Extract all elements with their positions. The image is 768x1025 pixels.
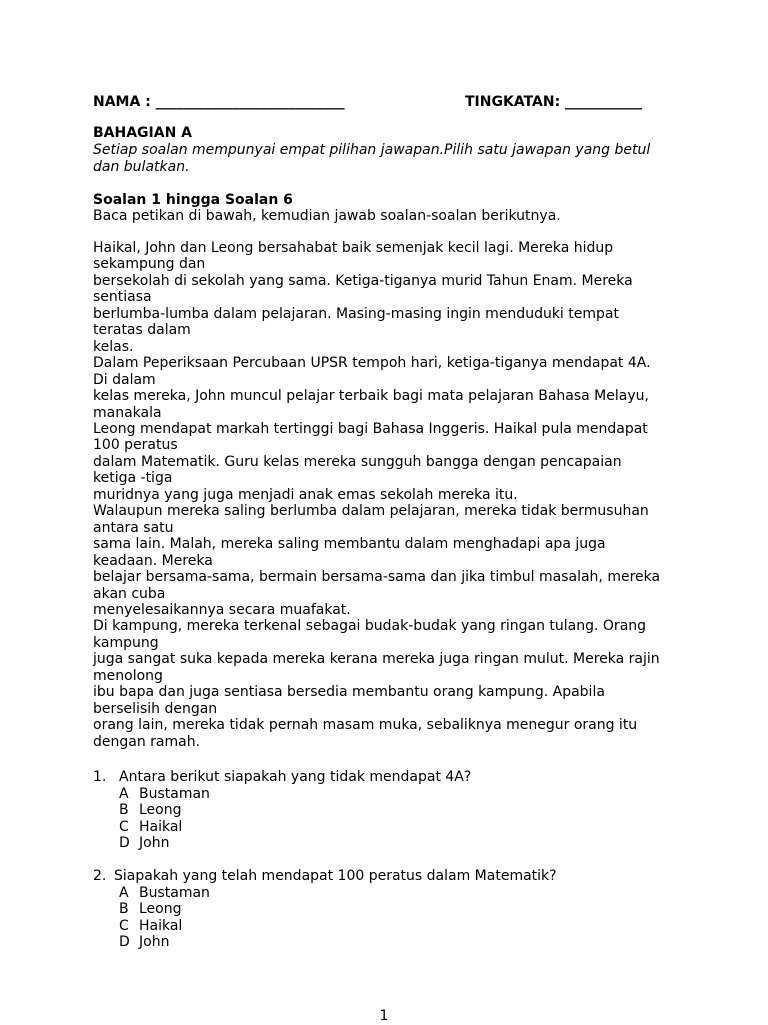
page-number: 1: [379, 1008, 389, 1024]
question-stem: [93, 769, 693, 786]
passage-line: teratas dalam: [93, 322, 191, 339]
option-text: John: [139, 934, 170, 950]
option-letter: C: [119, 917, 129, 934]
passage-line: keadaan. Mereka: [93, 552, 213, 569]
passage-line: 100 peratus: [93, 437, 178, 454]
passage-line: menyelesaikannya secara muafakat.: [93, 601, 351, 618]
passage-line: sentiasa: [93, 289, 152, 306]
passage-line: belajar bersama-sama, bermain bersama-sama dan jika timbul masalah, mereka: [93, 569, 661, 586]
answer-option-a[interactable]: [119, 885, 693, 902]
option-letter: B: [119, 901, 129, 917]
answer-option-b[interactable]: [119, 901, 693, 918]
option-text: Bustaman: [139, 884, 210, 901]
passage-line: orang lain, mereka tidak pernah masam muka, sebaliknya menegur orang itu: [93, 717, 638, 734]
passage-line: Haikal, John dan Leong bersahabat baik semenjak kecil lagi. Mereka hidup: [93, 240, 614, 256]
answer-options: [93, 786, 693, 852]
question-2: [93, 868, 693, 951]
question-stem: [93, 868, 693, 885]
question-1: [93, 769, 693, 852]
passage-line: Leong mendapat markah tertinggi bagi Bahasa Inggeris. Haikal pula mendapat: [93, 420, 648, 437]
passage-line: akan cuba: [93, 585, 166, 602]
answer-options: [93, 885, 693, 951]
question-text: Siapakah yang telah mendapat 100 peratus dalam Matematik?: [114, 868, 557, 884]
passage-line: Walaupun mereka saling berlumba dalam pelajaran, mereka tidak bermusuhan: [93, 503, 649, 520]
answer-option-d[interactable]: [119, 835, 693, 852]
reading-directive: Baca petikan di bawah, kemudian jawab soalan-soalan berikutnya.: [93, 208, 561, 224]
passage-line: juga sangat suka kepada mereka kerana mereka juga ringan mulut. Mereka rajin: [93, 651, 660, 668]
option-text: John: [139, 835, 170, 851]
option-text: Bustaman: [139, 785, 210, 802]
instruction-line: dan bulatkan.: [93, 158, 190, 175]
answer-option-a[interactable]: [119, 786, 693, 803]
passage-line: manakala: [93, 404, 162, 421]
passage-line: Di dalam: [93, 371, 156, 388]
question-number: 2.: [93, 868, 107, 884]
question-text: Antara berikut siapakah yang tidak mendapat 4A?: [119, 769, 472, 785]
answer-option-c[interactable]: [119, 918, 693, 935]
passage-line: muridnya yang juga menjadi anak emas sekolah mereka itu.: [93, 486, 518, 503]
passage-line: Dalam Peperiksaan Percubaan UPSR tempoh hari, ketiga-tiganya mendapat 4A.: [93, 355, 651, 372]
reading-passage: [93, 240, 693, 750]
section-title: BAHAGIAN A: [93, 125, 193, 141]
passage-line: bersekolah di sekolah yang sama. Ketiga-tiganya murid Tahun Enam. Mereka: [93, 272, 633, 289]
form-level-field-label: TINGKATAN: ___________: [465, 94, 643, 110]
answer-option-c[interactable]: [119, 819, 693, 836]
passage-line: antara satu: [93, 519, 174, 536]
option-letter: C: [119, 818, 129, 835]
passage-line: kelas.: [93, 338, 134, 355]
option-text: Leong: [139, 802, 182, 818]
option-letter: D: [119, 835, 130, 851]
passage-line: ketiga -tiga: [93, 470, 173, 487]
name-field-label: NAMA : ___________________________: [93, 94, 345, 110]
passage-line: kelas mereka, John muncul pelajar terbaik bagi mata pelajaran Bahasa Melayu,: [93, 388, 649, 405]
passage-line: kampung: [93, 634, 159, 651]
passage-line: berlumba-lumba dalam pelajaran. Masing-masing ingin menduduki tempat: [93, 305, 619, 322]
option-letter: B: [119, 802, 129, 818]
passage-line: berselisih dengan: [93, 700, 218, 717]
passage-line: sekampung dan: [93, 256, 206, 273]
option-text: Haikal: [139, 818, 183, 835]
passage-line: dalam Matematik. Guru kelas mereka sungguh bangga dengan pencapaian: [93, 453, 622, 470]
answer-option-d[interactable]: [119, 934, 693, 951]
option-letter: A: [119, 785, 129, 802]
passage-line: Di kampung, mereka terkenal sebagai budak-budak yang ringan tulang. Orang: [93, 618, 647, 635]
student-info-header: [93, 92, 693, 112]
answer-option-b[interactable]: [119, 802, 693, 819]
passage-line: dengan ramah.: [93, 733, 201, 750]
option-letter: D: [119, 934, 130, 950]
passage-line: menolong: [93, 667, 163, 684]
option-text: Haikal: [139, 917, 183, 934]
option-letter: A: [119, 884, 129, 901]
passage-line: sama lain. Malah, mereka saling membantu dalam menghadapi apa juga: [93, 536, 606, 553]
instruction-line: Setiap soalan mempunyai empat pilihan jawapan.Pilih satu jawapan yang betul: [93, 142, 651, 158]
section-instructions: [93, 142, 673, 175]
option-text: Leong: [139, 901, 182, 917]
question-range-heading: Soalan 1 hingga Soalan 6: [93, 192, 293, 208]
question-number: 1.: [93, 769, 107, 785]
passage-line: ibu bapa dan juga sentiasa bersedia membantu orang kampung. Apabila: [93, 684, 605, 701]
